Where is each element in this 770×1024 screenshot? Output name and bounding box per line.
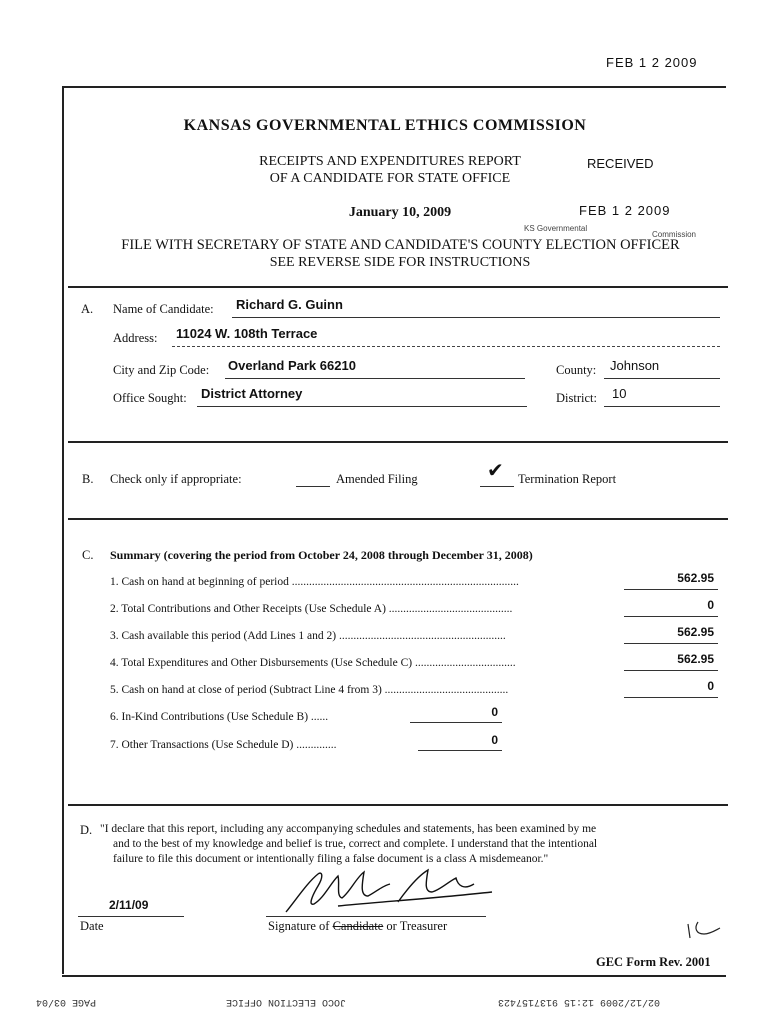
declaration-line-3: failure to file this document or intentionally filing a false document is a class A misdemeanor." [113, 853, 549, 865]
summary-line-3-underline [624, 643, 718, 644]
form-identifier: GEC Form Rev. 2001 [596, 955, 711, 969]
summary-line-3-label: 3. Cash available this period (Add Lines 1 and 2) .......................................................... [110, 630, 506, 642]
other-transactions-value: 0 [491, 733, 498, 747]
summary-line-1-label: 1. Cash on hand at beginning of period ............................................................................... [110, 576, 519, 588]
declaration-line-2: and to the best of my knowledge and belief is true, correct and complete. I understand that the intentional [113, 838, 598, 850]
received-stamp-label: RECEIVED [587, 156, 654, 171]
candidate-name-underline [232, 317, 720, 318]
candidate-name-value: Richard G. Guinn [236, 297, 343, 312]
other-transactions-label: 7. Other Transactions (Use Schedule D) .............. [110, 739, 337, 751]
summary-line-5-label: 5. Cash on hand at close of period (Subtract Line 4 from 3) ........................................... [110, 684, 509, 696]
signed-date-value: 2/11/09 [109, 898, 149, 912]
see-reverse-instruction: SEE REVERSE SIDE FOR INSTRUCTIONS [269, 255, 531, 270]
office-sought-underline [197, 406, 527, 407]
summary-line-2-amount: 0 [707, 598, 714, 612]
check-if-appropriate-label: Check only if appropriate: [110, 472, 242, 486]
top-date-stamp: FEB 1 2 2009 [606, 55, 698, 70]
signature-label: Signature of Candidate or Treasurer [268, 919, 448, 933]
fax-footer-office: JOCO ELECTION OFFICE [226, 996, 347, 1007]
summary-line-2-underline [624, 616, 718, 617]
summary-line-4-label: 4. Total Expenditures and Other Disbursements (Use Schedule C) ................................... [110, 657, 516, 669]
district-underline [604, 406, 720, 407]
date-underline [78, 916, 184, 917]
section-d-letter: D. [80, 823, 93, 837]
declaration-line-1: "I declare that this report, including any accompanying schedules and statements, has been examined by me [100, 823, 597, 835]
summary-line-1-amount: 562.95 [677, 571, 714, 585]
termination-checkmark: ✔ [487, 460, 504, 482]
district-label: District: [556, 391, 597, 405]
commission-title: KANSAS GOVERNMENTAL ETHICS COMMISSION [183, 117, 587, 134]
candidate-name-label: Name of Candidate: [113, 302, 214, 316]
amended-filing-blank [296, 486, 330, 487]
signature-underline [266, 916, 486, 917]
office-sought-label: Office Sought: [113, 391, 187, 405]
summary-line-2-label: 2. Total Contributions and Other Receipts (Use Schedule A) ........................................... [110, 603, 513, 615]
county-label: County: [556, 363, 597, 377]
handwritten-signature [278, 862, 498, 922]
city-zip-label: City and Zip Code: [113, 363, 210, 377]
section-a-top-rule [68, 286, 728, 288]
summary-line-5-underline [624, 697, 718, 698]
city-zip-underline [225, 378, 525, 379]
fax-footer-page: PAGE 03/04 [36, 996, 97, 1007]
inkind-contributions-underline [410, 722, 502, 723]
fax-footer-timestamp: 02/12/2009 12:15 9137157423 [498, 996, 661, 1007]
report-title-line1: RECEIPTS AND EXPENDITURES REPORT [259, 154, 521, 169]
termination-report-label: Termination Report [518, 472, 617, 486]
section-c-letter: C. [82, 548, 94, 562]
office-sought-value: District Attorney [201, 386, 303, 401]
summary-line-1-underline [624, 589, 718, 590]
county-underline [604, 378, 720, 379]
section-b-top-rule [68, 441, 728, 443]
frame-left-rule [62, 86, 64, 974]
address-underline [172, 346, 720, 348]
other-transactions-underline [418, 750, 502, 751]
report-title-line2: OF A CANDIDATE FOR STATE OFFICE [269, 171, 511, 186]
section-d-top-rule [68, 804, 728, 806]
summary-title: Summary (covering the period from October 24, 2008 through December 31, 2008) [110, 548, 533, 562]
received-stamp-date: FEB 1 2 2009 [579, 203, 671, 218]
summary-line-4-amount: 562.95 [677, 652, 714, 666]
termination-blank [480, 486, 514, 487]
report-date: January 10, 2009 [348, 205, 452, 220]
date-label: Date [80, 919, 104, 933]
summary-line-5-amount: 0 [707, 679, 714, 693]
address-value: 11024 W. 108th Terrace [176, 326, 318, 341]
amended-filing-label: Amended Filing [336, 472, 418, 486]
section-a-letter: A. [81, 302, 94, 316]
county-value: Johnson [610, 358, 660, 373]
frame-top-rule [62, 86, 726, 88]
summary-line-3-amount: 562.95 [677, 625, 714, 639]
received-stamp-org-left: KS Governmental [524, 224, 588, 233]
frame-bottom-rule [62, 975, 726, 977]
city-zip-value: Overland Park 66210 [228, 358, 356, 373]
summary-line-4-underline [624, 670, 718, 671]
file-with-instruction: FILE WITH SECRETARY OF STATE AND CANDIDATE'S COUNTY ELECTION OFFICER [121, 237, 680, 253]
inkind-contributions-value: 0 [491, 705, 498, 719]
initials-mark [684, 918, 724, 942]
inkind-contributions-label: 6. In-Kind Contributions (Use Schedule B) ...... [110, 711, 329, 723]
received-stamp-org-right: Commission [652, 230, 697, 239]
address-label: Address: [113, 331, 158, 345]
district-value: 10 [612, 386, 627, 401]
section-c-top-rule [68, 518, 728, 520]
section-b-letter: B. [82, 472, 94, 486]
